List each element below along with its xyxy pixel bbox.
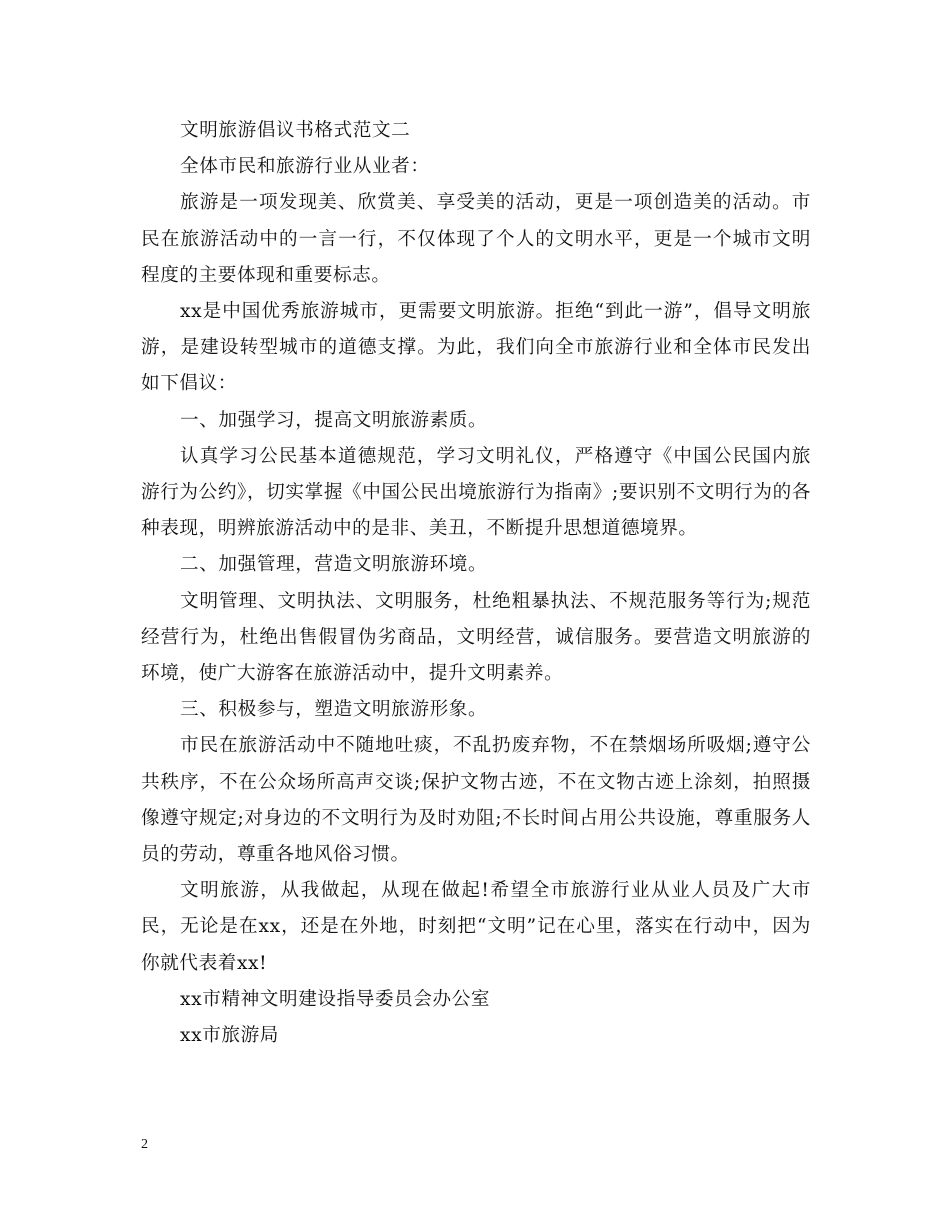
paragraph-section-2: 文明管理、文明执法、文明服务，杜绝粗暴执法、不规范服务等行为;规范经营行为，杜绝出售假冒伪劣商品，文明经营，诚信服务。要营造文明旅游的环境，使广大游客在旅游活动中，提升文明素养。 xyxy=(141,590,811,685)
paragraph-closing: 文明旅游，从我做起，从现在做起!希望全市旅游行业从业人员及广大市民，无论是在xx，还是在外地，时刻把“文明”记在心里，落实在行动中，因为你就代表着xx! xyxy=(141,880,811,974)
signature-tourism-bureau: xx市旅游局 xyxy=(180,1025,279,1047)
document-body xyxy=(141,113,811,1054)
section-heading-1: 一、加强学习，提高文明旅游素质。 xyxy=(180,409,488,431)
paragraph-intro: 旅游是一项发现美、欣赏美、享受美的活动，更是一项创造美的活动。市民在旅游活动中的一言一行，不仅体现了个人的文明水平，更是一个城市文明程度的主要体现和重要标志。 xyxy=(141,192,811,286)
document-title: 文明旅游倡议书格式范文二 xyxy=(180,120,411,141)
section-heading-3: 三、积极参与，塑造文明旅游形象。 xyxy=(180,699,488,721)
paragraph-section-1: 认真学习公民基本道德规范，学习文明礼仪，严格遵守《中国公民国内旅游行为公约》，切实掌握《中国公民出境旅游行为指南》;要识别不文明行为的各种表现，明辨旅游活动中的是非、美丑，不断提升思想道德境界。 xyxy=(141,445,811,540)
signature-committee: xx市精神文明建设指导委员会办公室 xyxy=(180,988,491,1010)
paragraph-city: xx是中国优秀旅游城市，更需要文明旅游。拒绝“到此一游”，倡导文明旅游，是建设转型城市的道德支撑。为此，我们向全市旅游行业和全体市民发出如下倡议： xyxy=(141,301,811,395)
paragraph-section-3: 市民在旅游活动中不随地吐痰，不乱扔废弃物，不在禁烟场所吸烟;遵守公共秩序，不在公众场所高声交谈;保护文物古迹，不在文物古迹上涂刻，拍照摄像遵守规定;对身边的不文明行为及时劝阻;不长时间占用公共设施，尊重服务人员的劳动，尊重各地风俗习惯。 xyxy=(141,735,811,866)
section-heading-2: 二、加强管理，营造文明旅游环境。 xyxy=(180,554,488,576)
page-number: 2 xyxy=(141,1137,148,1152)
salutation: 全体市民和旅游行业从业者： xyxy=(180,156,430,178)
